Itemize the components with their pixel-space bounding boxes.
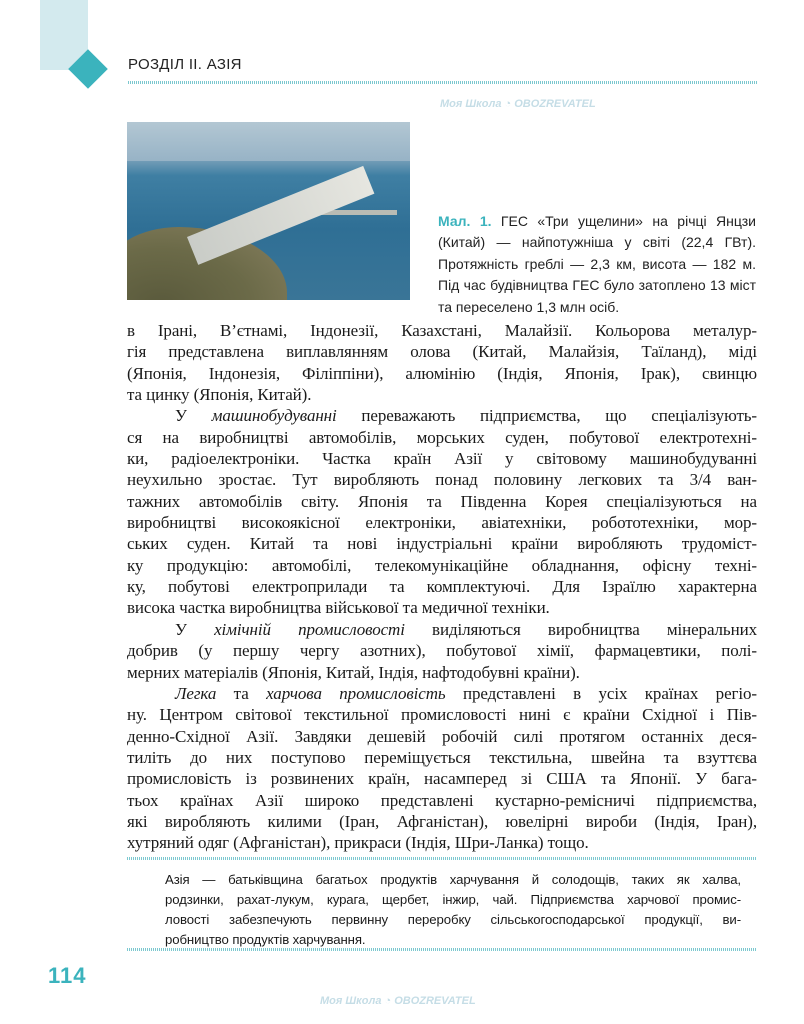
note-line	[165, 870, 741, 890]
photo-dam	[187, 166, 374, 265]
text-line	[127, 726, 757, 747]
text-line	[127, 427, 757, 448]
text-segment: ських суден. Китай та нові індустріальні країни виробляють трудоміст-	[127, 534, 757, 554]
text-segment: денно-Східної Азії. Завдяки дешевій робочій силі протягом останніх деся-	[127, 726, 757, 746]
text-segment: та	[216, 683, 267, 703]
text-segment: тьох країнах Азії широко представлені кустарно-ремісничі підприємства,	[127, 790, 757, 810]
italic-term: Легка	[175, 683, 217, 703]
text-segment: ну. Центром світової текстильної промисловості нині є країни Східної і Пів-	[127, 705, 757, 725]
text-segment: ки, радіоелектроніки. Частка країн Азії у світовому машинобудуванні	[127, 449, 757, 469]
text-line	[127, 512, 757, 533]
text-line	[127, 491, 757, 512]
italic-term: машинобудуванні	[211, 406, 337, 426]
text-segment: переважають підприємства, що спеціалізують-	[336, 406, 757, 426]
text-segment: Азія — батьківщина багатьох продуктів харчування й солодощів, таких як халва,	[165, 872, 741, 887]
text-line	[127, 619, 757, 640]
section-header: РОЗДІЛ ІІ. АЗІЯ	[128, 56, 242, 73]
text-segment: в Ірані, В’єтнамі, Індонезії, Казахстані, Малайзії. Кольорова металур-	[127, 321, 757, 340]
text-line	[127, 640, 757, 661]
header-divider	[128, 81, 758, 84]
watermark: Моя Школа ◔ OBOZREVATEL	[440, 98, 596, 110]
text-line	[127, 597, 757, 618]
text-line	[127, 704, 757, 725]
watermark: Моя Школа ◔ OBOZREVATEL	[320, 995, 476, 1007]
page-number: 114	[48, 963, 87, 988]
text-segment: гія представлена виплавлянням олова (Китай, Малайзія, Таїланд), міді	[127, 342, 757, 362]
text-segment: ку, побутові електроприлади та комплектуючі. Для Ізраїлю характерна	[127, 577, 757, 597]
text-line	[127, 555, 757, 576]
text-line	[127, 405, 757, 426]
text-segment: У	[175, 406, 212, 426]
note-top-divider	[127, 857, 757, 860]
text-segment: які виробляють килими (Іран, Афганістан), ювелірні вироби (Індія, Іран),	[127, 811, 757, 831]
note-line	[165, 910, 741, 930]
text-line	[127, 832, 757, 853]
text-line	[127, 683, 757, 704]
text-segment: хутряний одяг (Афганістан), прикраси (Індія, Шри-Ланка) тощо.	[127, 833, 589, 853]
note-box-text	[165, 870, 741, 950]
dam-photo	[127, 122, 410, 300]
text-segment: добрив (у першу чергу азотних), побутової хімії, фармацевтики, полі-	[127, 641, 757, 661]
text-segment: неухильно зростає. Тут виробляють понад половину легкових та 3/4 ван-	[127, 470, 757, 490]
figure-label: Мал. 1.	[438, 213, 492, 229]
text-segment: представлені в усіх країнах регіо-	[445, 683, 757, 703]
note-bottom-divider	[127, 948, 757, 951]
photo-sky	[127, 122, 410, 161]
text-line	[127, 320, 757, 341]
main-text	[127, 320, 757, 854]
text-segment: тажних автомобілів світу. Японія та Південна Корея спеціалізуються на	[127, 491, 757, 511]
italic-term: хімічній промисловості	[214, 619, 405, 639]
text-line	[127, 448, 757, 469]
text-segment: ся на виробництві автомобілів, морських суден, побутової електротехні-	[127, 427, 757, 447]
text-line	[127, 341, 757, 362]
text-line	[127, 363, 757, 384]
text-line	[127, 747, 757, 768]
text-segment: висока частка виробництва військової та медичної техніки.	[127, 598, 550, 618]
text-line	[127, 384, 757, 405]
text-line	[127, 662, 757, 683]
text-line	[127, 576, 757, 597]
text-segment: та цинку (Японія, Китай).	[127, 385, 312, 405]
text-segment: ку продукцію: автомобілі, телекомунікаційне обладнання, офісну техні-	[127, 555, 757, 575]
text-segment: робництво продуктів харчування.	[165, 932, 366, 947]
text-segment: виробництві високоякісної електроніки, авіатехніки, робототехніки, мор-	[127, 513, 757, 533]
text-segment: ловості забезпечують первинну переробку сільськогосподарської продукції, ви-	[165, 912, 741, 927]
figure-caption	[438, 211, 756, 318]
text-segment: промисловість із розвинених країн, насамперед зі США та Японії. У бага-	[127, 769, 757, 789]
text-segment: (Японія, Індонезія, Філіппіни), алюмінію (Індія, Японія, Ірак), свинцю	[127, 363, 757, 383]
text-segment: виділяються виробництва мінеральних	[404, 619, 757, 639]
text-line	[127, 790, 757, 811]
italic-term: харчова промисловість	[266, 683, 446, 703]
text-segment: У	[175, 619, 215, 639]
text-line	[127, 768, 757, 789]
text-segment: тиліть до них поступово переміщується текстильна, швейна та взуттєва	[127, 747, 757, 767]
text-line	[127, 533, 757, 554]
text-segment: родзинки, рахат-лукум, курага, щербет, інжир, чай. Підприємства харчової промис-	[165, 892, 741, 907]
note-line	[165, 890, 741, 910]
text-line	[127, 469, 757, 490]
text-line	[127, 811, 757, 832]
text-segment: мерних матеріалів (Японія, Китай, Індія, нафтодобувні країни).	[127, 662, 580, 682]
note-line	[165, 930, 741, 950]
figure-caption-text: ГЕС «Три ущелини» на річці Янцзи (Китай) — найпотужніша у світі (22,4 ГВт). Протяжність греблі — 2,3 км, висота — 182 м. Під час будівництва ГЕС було затоплено 13 міст та переселено 1,3 млн осіб.	[438, 213, 756, 315]
